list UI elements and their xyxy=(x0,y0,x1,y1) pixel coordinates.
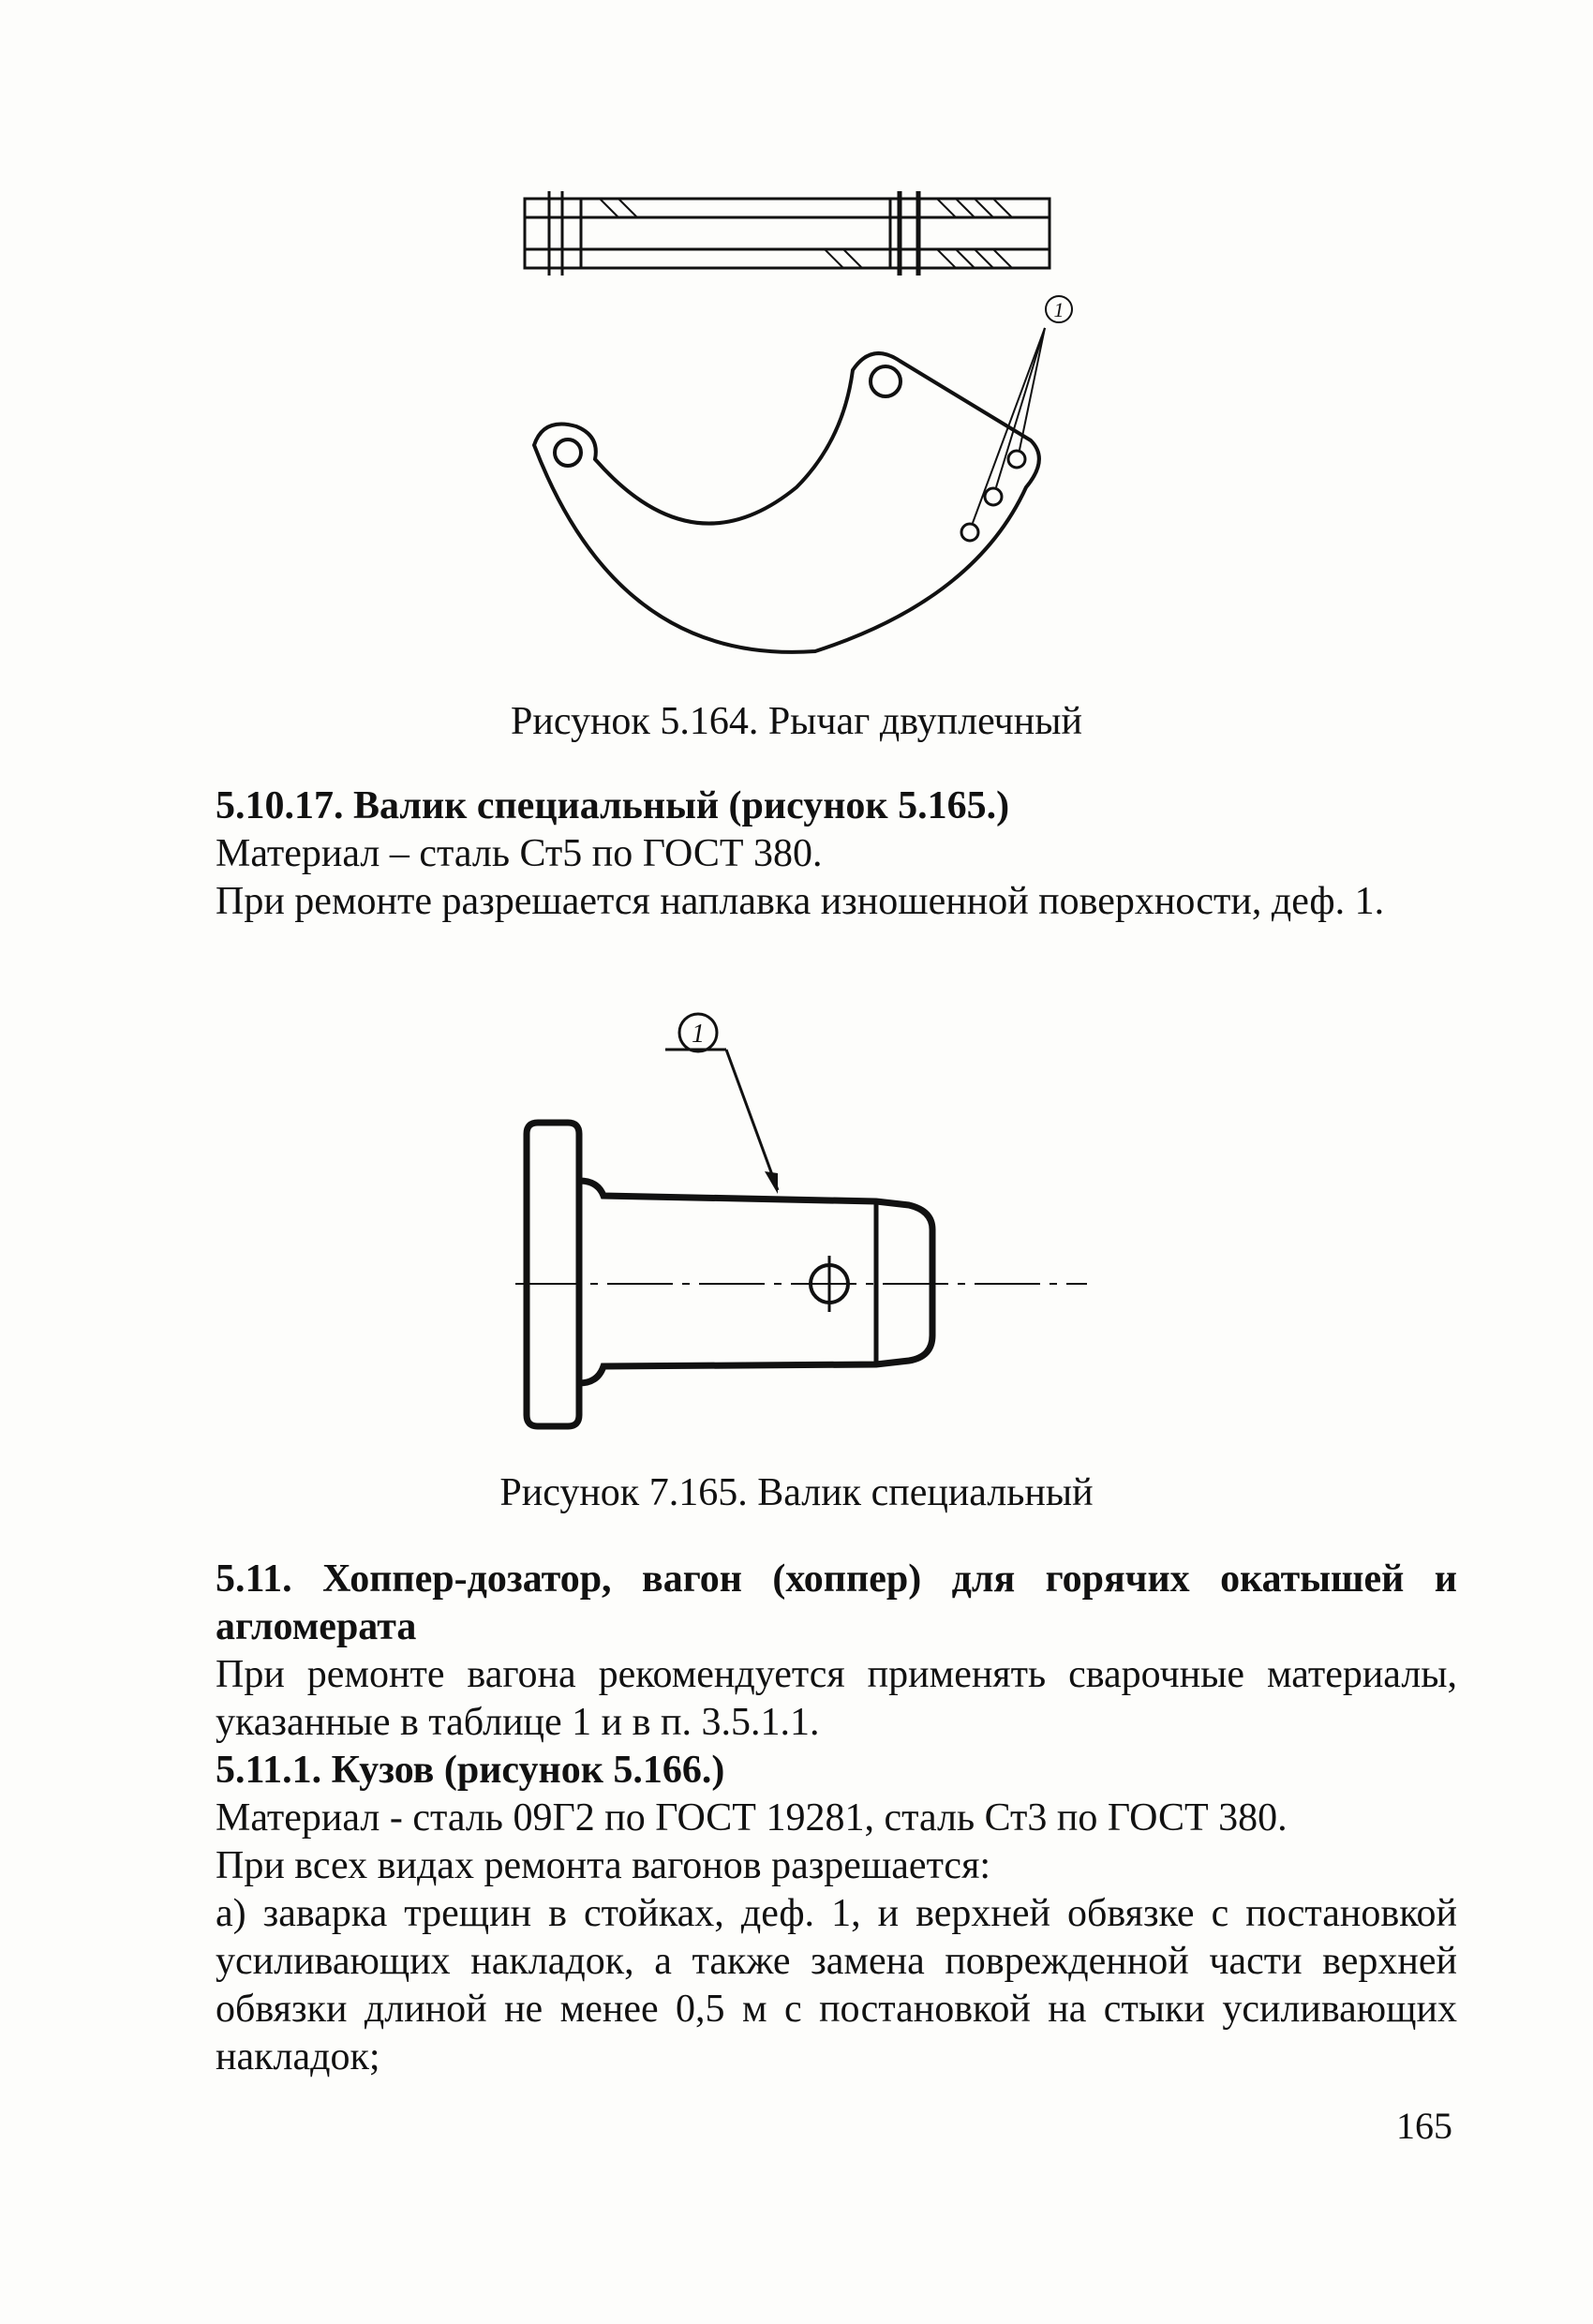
figure-5-164-drawing xyxy=(506,187,1087,675)
paragraph: При ремонте вагона рекомендуется применять сварочные материалы, указанные в таблице 1 и в п. 3.5.1.1. xyxy=(216,1653,1457,1744)
paragraph: а) заварка трещин в стойках, деф. 1, и верхней обвязке с постановкой усиливающих накладок, а также замена поврежденной части верхней обвязки длиной не менее 0,5 м с постановкой на стыки усиливающих накладок; xyxy=(216,1892,1457,2078)
paragraph: Материал – сталь Ст5 по ГОСТ 380. xyxy=(216,832,823,875)
section-5-10-17 xyxy=(216,782,1457,926)
section-5-11 xyxy=(216,1556,1457,2081)
section-heading: 5.11. Хоппер-дозатор, вагон (хоппер) для горячих окатышей и агломерата xyxy=(216,1557,1457,1648)
paragraph: Материал - сталь 09Г2 по ГОСТ 19281, сталь Ст3 по ГОСТ 380. xyxy=(216,1796,1288,1840)
fig164-callout: 1 xyxy=(1053,298,1064,321)
lever-hole-top xyxy=(871,366,901,396)
lever-hole-left xyxy=(555,439,581,466)
figure-5-165-caption: Рисунок 7.165. Валик специальный xyxy=(499,1471,1094,1514)
lever-outline xyxy=(534,353,1039,652)
pin-shaft xyxy=(579,1181,932,1383)
page-number: 165 xyxy=(1396,2105,1452,2147)
section-heading: 5.11.1. Кузов (рисунок 5.166.) xyxy=(216,1749,725,1792)
figure-5-164-caption: Рисунок 5.164. Рычаг двуплечный xyxy=(511,700,1082,743)
fig165-callout: 1 xyxy=(692,1020,705,1049)
pin-head xyxy=(527,1123,579,1426)
figure-5-165-drawing xyxy=(506,1012,1106,1443)
paragraph: При ремонте разрешается наплавка изношенной поверхности, деф. 1. xyxy=(216,880,1385,923)
lever-top-view xyxy=(525,199,1050,268)
section-heading: 5.10.17. Валик специальный (рисунок 5.165.) xyxy=(216,784,1010,827)
paragraph: При всех видах ремонта вагонов разрешается: xyxy=(216,1844,991,1887)
